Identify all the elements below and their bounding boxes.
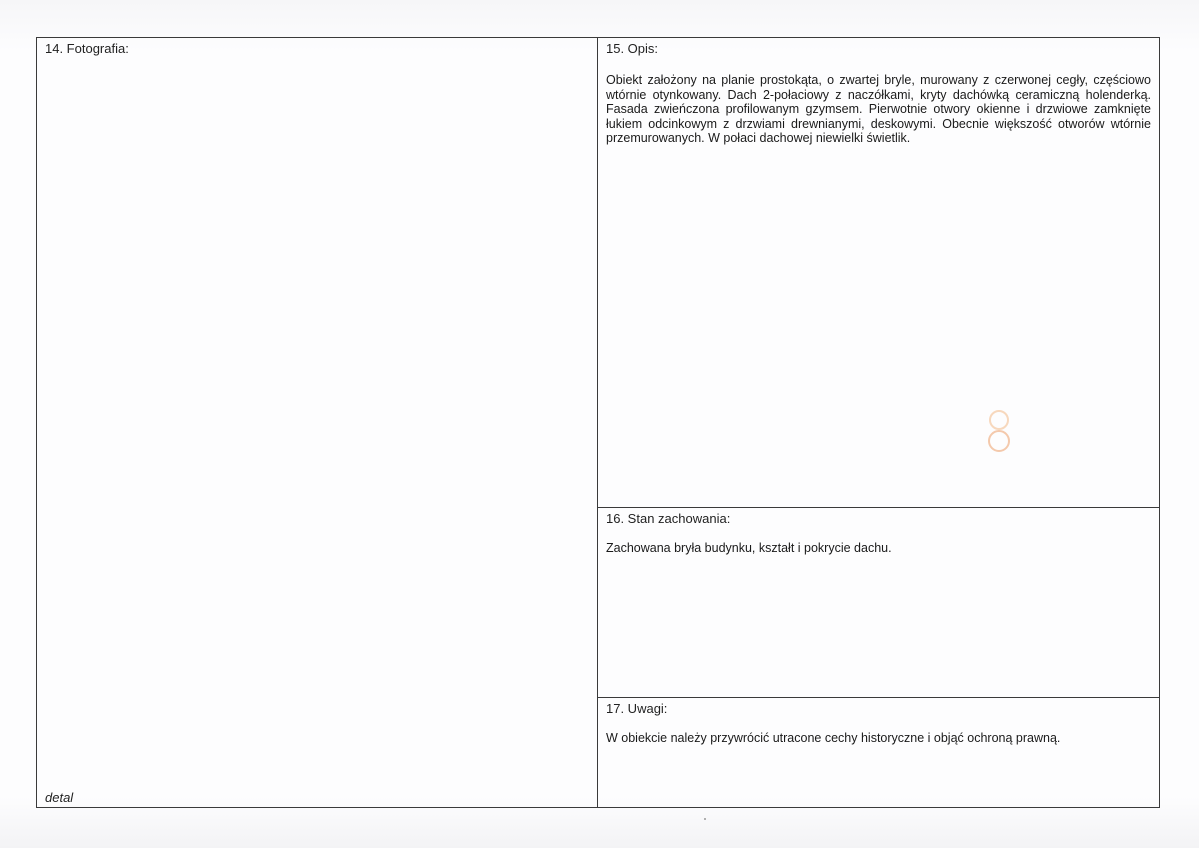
paper-stain [987, 410, 1009, 456]
description-cell [598, 38, 1159, 508]
description-text: Obiekt założony na planie prostokąta, o zwartej bryle, murowany z czerwonej cegły, częściowo wtórnie otynkowany. Dach 2-połaciowy z naczółkami, kryty dachówką ceramiczną holenderką. Fasada zwieńczona profilowanym gzymsem. Pierwotnie otwory okienne i drzwiowe zamknięte łukiem odcinkowym z drzwiami drewnianymi, deskowymi. Obecnie większość otworów wtórnie przemurowanych. W połaci dachowej niewielki świetlik. [606, 73, 1151, 145]
condition-text: Zachowana bryła budynku, kształt i pokrycie dachu. [606, 541, 892, 555]
notes-label: 17. Uwagi: [606, 701, 668, 716]
condition-label: 16. Stan zachowania: [606, 511, 731, 526]
photo-label: 14. Fotografia: [45, 41, 129, 56]
notes-cell [598, 698, 1159, 807]
description-label: 15. Opis: [606, 41, 659, 56]
paper-speck [704, 818, 706, 820]
notes-text: W obiekcie należy przywrócić utracone cechy historyczne i objąć ochroną prawną. [606, 731, 1061, 745]
photo-caption: detal [45, 790, 74, 805]
details-column [598, 38, 1159, 807]
photo-cell [37, 38, 598, 807]
condition-cell [598, 508, 1159, 698]
